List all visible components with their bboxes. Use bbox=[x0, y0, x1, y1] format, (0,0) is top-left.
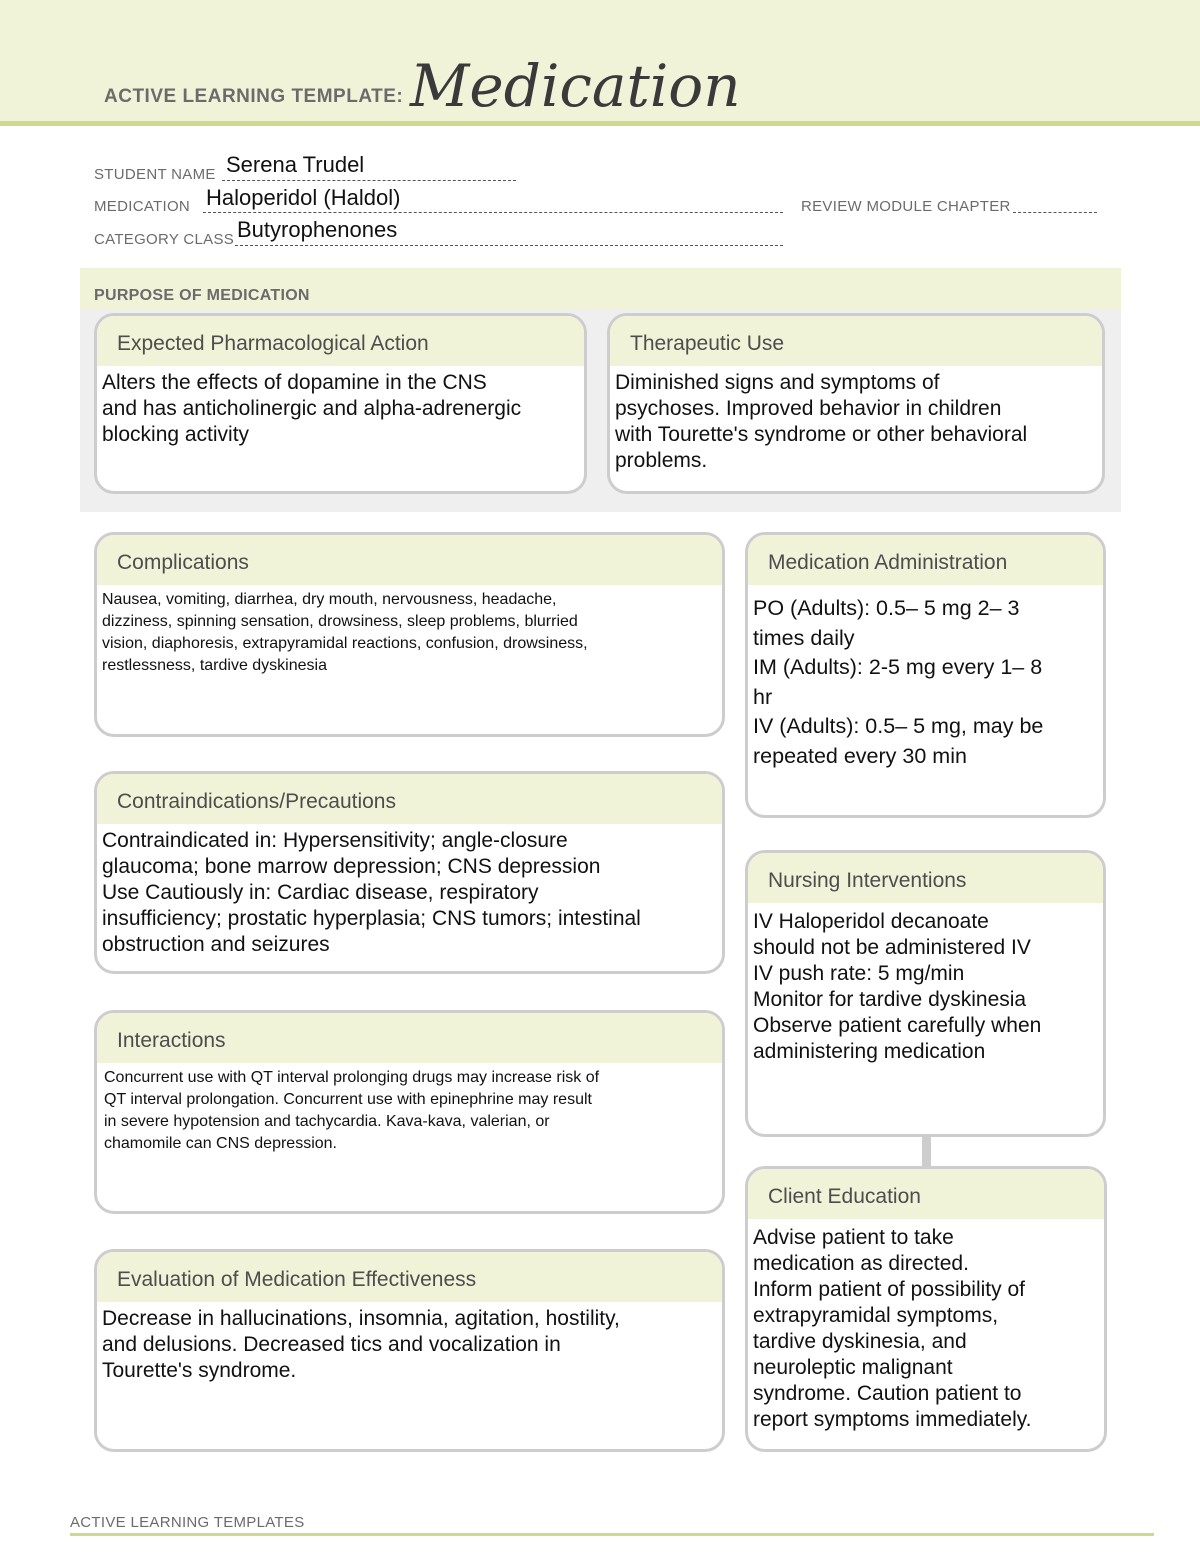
therapeutic-use-header bbox=[610, 316, 1102, 366]
footer-rule bbox=[70, 1533, 1154, 1536]
text-line: should not be administered IV bbox=[753, 936, 1031, 959]
text-line: PO (Adults): 0.5– 5 mg 2– 3 bbox=[753, 596, 1020, 620]
template-label: ACTIVE LEARNING TEMPLATE: bbox=[104, 86, 404, 107]
contraindications-text[interactable] bbox=[97, 824, 722, 958]
text-line: Monitor for tardive dyskinesia bbox=[753, 988, 1027, 1011]
text-line: Tourette's syndrome. bbox=[102, 1359, 297, 1382]
text-line: Contraindicated in: Hypersensitivity; angle-closure bbox=[102, 829, 568, 852]
page-title: Medication bbox=[410, 52, 741, 120]
footer-label: ACTIVE LEARNING TEMPLATES bbox=[70, 1514, 305, 1531]
text-line: Use Cautiously in: Cardiac disease, respiratory bbox=[102, 881, 539, 904]
expected-action-title: Expected Pharmacological Action bbox=[117, 332, 429, 355]
nursing-interventions-box bbox=[745, 850, 1106, 1137]
therapeutic-use-text[interactable] bbox=[610, 366, 1102, 474]
expected-action-box bbox=[94, 313, 587, 494]
contraindications-box bbox=[94, 771, 725, 974]
client-education-header bbox=[748, 1169, 1104, 1219]
administration-title: Medication Administration bbox=[768, 551, 1008, 574]
text-line: vision, diaphoresis, extrapyramidal reactions, confusion, drowsiness, bbox=[102, 635, 588, 652]
text-line: with Tourette's syndrome or other behavioral bbox=[615, 423, 1028, 446]
text-line: Advise patient to take bbox=[753, 1226, 954, 1249]
student-name-value[interactable]: Serena Trudel bbox=[226, 152, 365, 177]
text-line: Observe patient carefully when bbox=[753, 1014, 1042, 1037]
text-line: medication as directed. bbox=[753, 1252, 969, 1275]
text-line: syndrome. Caution patient to bbox=[753, 1382, 1022, 1405]
text-line: and delusions. Decreased tics and vocalization in bbox=[102, 1333, 561, 1356]
category-class-value[interactable]: Butyrophenones bbox=[237, 217, 398, 242]
text-line: blocking activity bbox=[102, 423, 250, 446]
contraindications-header bbox=[97, 774, 722, 824]
connector-bar bbox=[922, 1136, 931, 1166]
text-line: IV Haloperidol decanoate bbox=[753, 910, 989, 933]
therapeutic-use-box bbox=[607, 313, 1105, 494]
contraindications-title: Contraindications/Precautions bbox=[117, 790, 396, 813]
client-education-box bbox=[745, 1166, 1107, 1452]
administration-header bbox=[748, 535, 1103, 585]
text-line: glaucoma; bone marrow depression; CNS depression bbox=[102, 855, 601, 878]
administration-box bbox=[745, 532, 1106, 818]
category-class-line bbox=[235, 245, 783, 246]
purpose-label: PURPOSE OF MEDICATION bbox=[94, 287, 310, 304]
text-line: Inform patient of possibility of bbox=[753, 1278, 1025, 1301]
text-line: Diminished signs and symptoms of bbox=[615, 371, 940, 394]
text-line: QT interval prolongation. Concurrent use with epinephrine may result bbox=[104, 1091, 592, 1108]
nursing-interventions-header bbox=[748, 853, 1103, 903]
text-line: restlessness, tardive dyskinesia bbox=[102, 657, 327, 674]
text-line: administering medication bbox=[753, 1040, 986, 1063]
text-line: repeated every 30 min bbox=[753, 743, 967, 768]
category-class-label: CATEGORY CLASS bbox=[94, 231, 235, 248]
medication-line bbox=[203, 212, 783, 213]
administration-text[interactable] bbox=[748, 585, 1103, 771]
client-education-title: Client Education bbox=[768, 1185, 921, 1208]
text-line: obstruction and seizures bbox=[102, 933, 330, 956]
text-line: in severe hypotension and tachycardia. Kava-kava, valerian, or bbox=[104, 1113, 550, 1130]
evaluation-box bbox=[94, 1249, 725, 1452]
review-module-label: REVIEW MODULE CHAPTER bbox=[801, 198, 1011, 215]
text-line: and has anticholinergic and alpha-adrenergic bbox=[102, 397, 522, 420]
medication-label: MEDICATION bbox=[94, 198, 191, 215]
complications-box bbox=[94, 532, 725, 737]
nursing-interventions-text[interactable] bbox=[748, 903, 1103, 1065]
student-name-label: STUDENT NAME bbox=[94, 166, 216, 183]
therapeutic-use-title: Therapeutic Use bbox=[630, 332, 785, 355]
text-line: tardive dyskinesia, and bbox=[753, 1330, 967, 1353]
interactions-text[interactable] bbox=[97, 1063, 722, 1155]
student-name-line bbox=[222, 180, 516, 181]
text-line: psychoses. Improved behavior in children bbox=[615, 397, 1002, 420]
complications-header bbox=[97, 535, 722, 585]
text-line: report symptoms immediately. bbox=[753, 1408, 1032, 1431]
text-line: Nausea, vomiting, diarrhea, dry mouth, nervousness, headache, bbox=[102, 591, 557, 608]
text-line: times daily bbox=[753, 625, 855, 650]
text-line: insufficiency; prostatic hyperplasia; CNS tumors; intestinal bbox=[102, 907, 641, 930]
complications-title: Complications bbox=[117, 551, 249, 574]
complications-text[interactable] bbox=[97, 585, 722, 677]
text-line: hr bbox=[753, 684, 773, 709]
text-line: neuroleptic malignant bbox=[753, 1356, 953, 1379]
client-education-text[interactable] bbox=[748, 1219, 1104, 1433]
interactions-title: Interactions bbox=[117, 1029, 226, 1052]
interactions-header bbox=[97, 1013, 722, 1063]
text-line: chamomile can CNS depression. bbox=[104, 1135, 337, 1152]
nursing-interventions-title: Nursing Interventions bbox=[768, 869, 967, 892]
text-line: IV (Adults): 0.5– 5 mg, may be bbox=[753, 714, 1044, 738]
text-line: IM (Adults): 2-5 mg every 1– 8 bbox=[753, 655, 1043, 679]
text-line: extrapyramidal symptoms, bbox=[753, 1304, 999, 1327]
interactions-box bbox=[94, 1010, 725, 1214]
text-line: Alters the effects of dopamine in the CNS bbox=[102, 371, 487, 394]
text-line: IV push rate: 5 mg/min bbox=[753, 962, 965, 985]
text-line: dizziness, spinning sensation, drowsiness, sleep problems, blurried bbox=[102, 613, 578, 630]
text-line: Concurrent use with QT interval prolonging drugs may increase risk of bbox=[104, 1069, 600, 1086]
expected-action-header bbox=[97, 316, 584, 366]
evaluation-title: Evaluation of Medication Effectiveness bbox=[117, 1268, 477, 1291]
evaluation-header bbox=[97, 1252, 722, 1302]
medication-value[interactable]: Haloperidol (Haldol) bbox=[206, 185, 401, 210]
expected-action-text[interactable] bbox=[97, 366, 584, 448]
text-line: problems. bbox=[615, 449, 708, 472]
header-rule bbox=[0, 121, 1200, 126]
review-module-line bbox=[1013, 212, 1097, 213]
text-line: Decrease in hallucinations, insomnia, agitation, hostility, bbox=[102, 1307, 620, 1330]
evaluation-text[interactable] bbox=[97, 1302, 722, 1384]
